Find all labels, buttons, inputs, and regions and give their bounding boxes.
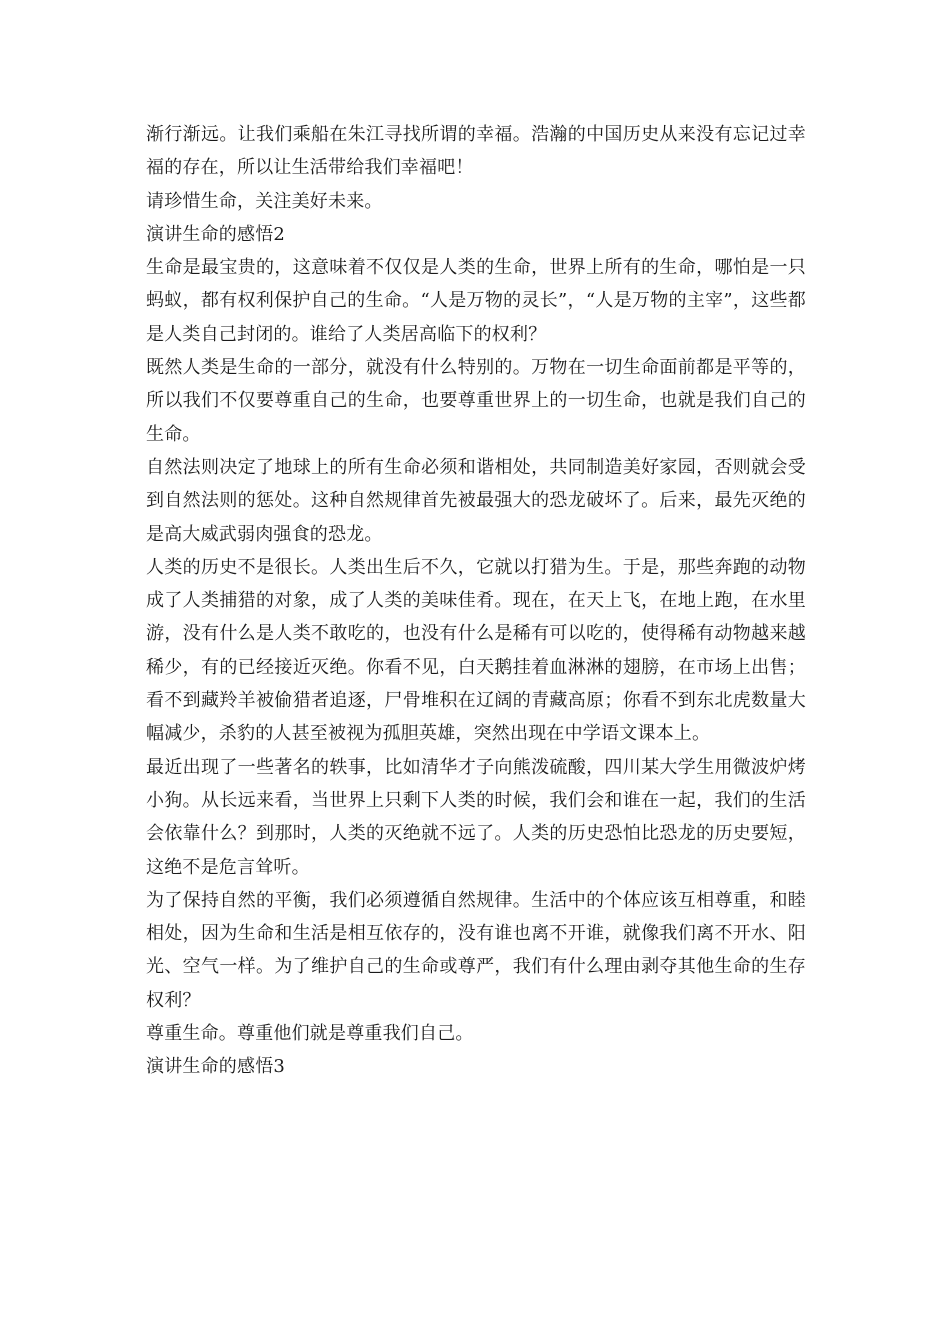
paragraph-natural-law: 自然法则决定了地球上的所有生命必须和谐相处，共同制造美好家园，否则就会受到自然法则的惩处。这种自然规律首先被最强大的恐龙破坏了。后来，最先灭绝的是高大威武弱肉强食的恐龙。 xyxy=(146,456,806,545)
section-heading-3: 演讲生命的感悟3 xyxy=(146,1056,286,1078)
paragraph-all-equal: 既然人类是生命的一部分，就没有什么特别的。万物在一切生命面前都是平等的，所以我们不仅要尊重自己的生命，也要尊重世界上的一切生命，也就是我们自己的生命。 xyxy=(146,357,806,445)
section-heading-2: 演讲生命的感悟2 xyxy=(146,223,286,245)
paragraph-balance: 为了保持自然的平衡，我们必须遵循自然规律。生活中的个体应该互相尊重，和睦相处，因为生命和生活是相互依存的，没有谁也离不开谁，就像我们离不开水、阳光、空气一样。为了维护自己的生命或尊严，我们有什么理由剥夺其他生命的生存权利？ xyxy=(146,889,806,1011)
document-body xyxy=(146,118,806,1084)
paragraph-respect-life: 尊重生命。尊重他们就是尊重我们自己。 xyxy=(146,1023,474,1045)
paragraph-cherish-life: 请珍惜生命，关注美好未来。 xyxy=(146,190,383,212)
paragraph-anecdotes: 最近出现了一些著名的轶事，比如清华才子向熊泼硫酸，四川某大学生用微波炉烤小狗。从长远来看，当世界上只剩下人类的时候，我们会和谁在一起，我们的生活会依靠什么？到那时，人类的灭绝就不远了。人类的历史恐怕比恐龙的历史要短，这绝不是危言耸听。 xyxy=(146,756,806,878)
paragraph-life-precious: 生命是最宝贵的，这意味着不仅仅是人类的生命，世界上所有的生命，哪怕是一只蚂蚁，都有权利保护自己的生命。“人是万物的灵长”，“人是万物的主宰”，这些都是人类自己封闭的。谁给了人类居高临下的权利？ xyxy=(146,257,806,345)
paragraph-continuation: 渐行渐远。让我们乘船在朱江寻找所谓的幸福。浩瀚的中国历史从来没有忘记过幸福的存在，所以让生活带给我们幸福吧！ xyxy=(146,124,806,179)
paragraph-human-history: 人类的历史不是很长。人类出生后不久，它就以打猎为生。于是，那些奔跑的动物成了人类捕猎的对象，成了人类的美味佳肴。现在，在天上飞，在地上跑，在水里游，没有什么是人类不敢吃的，也没有什么是稀有可以吃的，使得稀有动物越来越稀少，有的已经接近灭绝。你看不见，白天鹅挂着血淋淋的翅膀，在市场上出售；看不到藏羚羊被偷猎者追逐，尸骨堆积在辽阔的青藏高原；你看不到东北虎数量大幅减少，杀豹的人甚至被视为孤胆英雄，突然出现在中学语文课本上。 xyxy=(146,556,806,745)
